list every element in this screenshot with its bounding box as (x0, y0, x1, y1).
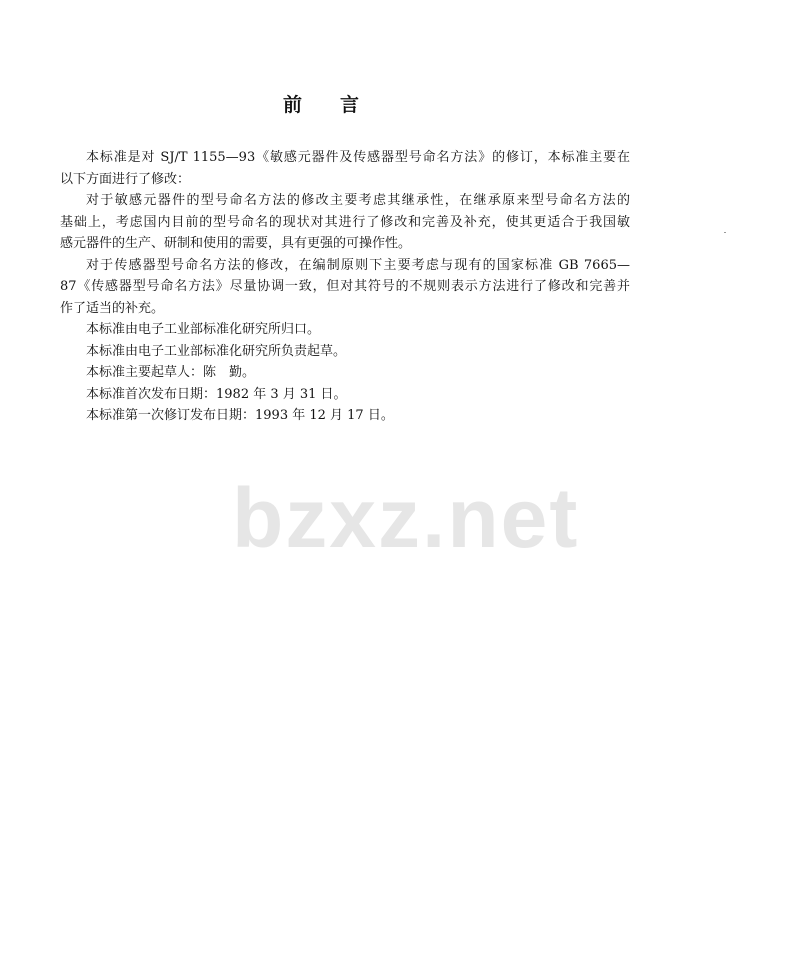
text-line: 本标准由电子工业部标准化研究所归口。 (86, 322, 321, 337)
text-line: 基础上，考虑国内目前的型号命名的现状对其进行了修改和完善及补充，使其更适合于我国敏 (60, 214, 630, 230)
text-line: 感元器件的生产、研制和使用的需要，具有更强的可操作性。 (60, 236, 412, 251)
text-line: 本标准第一次修订发布日期：1993 年 12 月 17 日。 (86, 408, 394, 423)
foreword-body (60, 147, 630, 427)
text-line: 本标准是对 SJ/T 1155—93《敏感元器件及传感器型号命名方法》的修订，本标准主要在 (86, 150, 630, 165)
text-line: 以下方面进行了修改： (60, 171, 191, 187)
scan-speck (724, 232, 726, 233)
text-line: 对于传感器型号命名方法的修改，在编制原则下主要考虑与现有的国家标准 GB 7665— (86, 257, 630, 273)
watermark: bzxz.net (232, 471, 580, 565)
text-line: 本标准首次发布日期：1982 年 3 月 31 日。 (86, 386, 347, 402)
text-line: 对于敏感元器件的型号命名方法的修改主要考虑其继承性，在继承原来型号命名方法的 (86, 193, 630, 208)
text-line: 87《传感器型号命名方法》尽量协调一致，但对其符号的不规则表示方法进行了修改和完善并 (60, 279, 630, 294)
text-line: 本标准主要起草人：陈 勤。 (86, 365, 256, 380)
text-line: 作了适当的补充。 (60, 300, 165, 316)
text-line: 本标准由电子工业部标准化研究所负责起草。 (86, 343, 347, 359)
page-title: 前言 (282, 94, 397, 116)
